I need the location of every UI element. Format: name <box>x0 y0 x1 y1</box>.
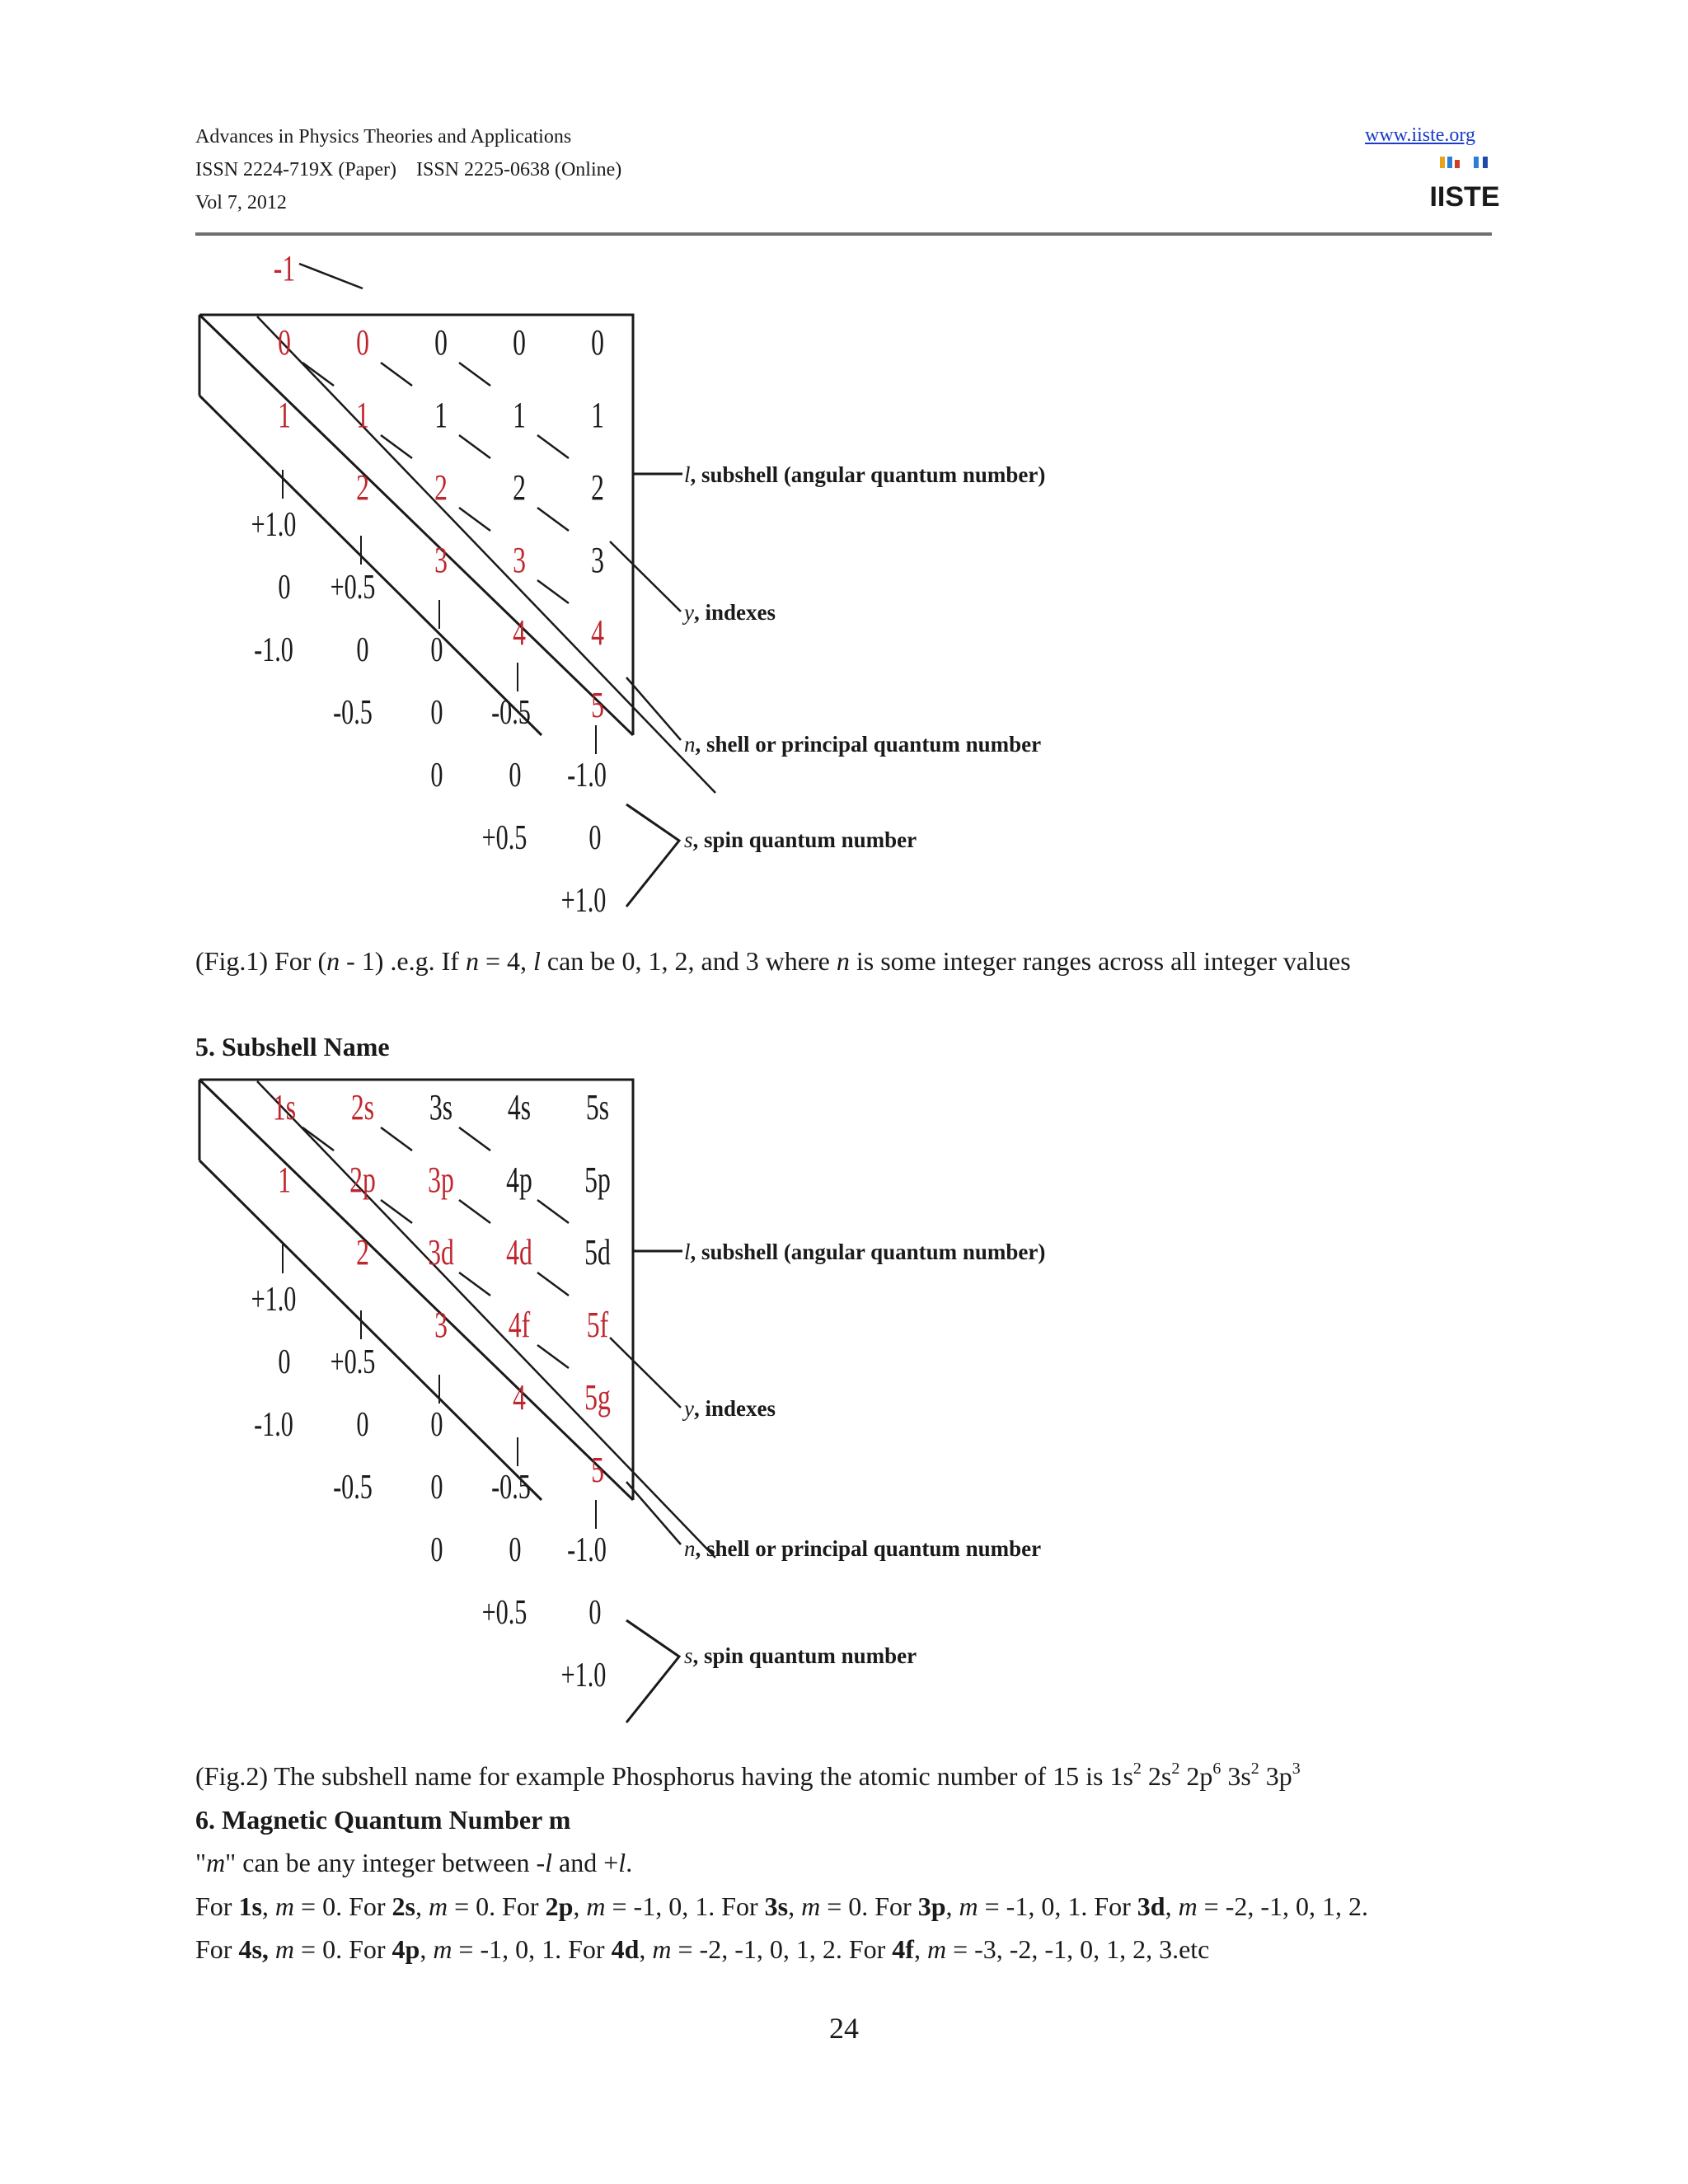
spin-value: 0 <box>430 630 443 669</box>
diagonal-edge-lower <box>199 1160 542 1500</box>
label-subshell: l, subshell (angular quantum number) <box>684 462 1046 487</box>
spin-value: -1.0 <box>567 1530 607 1569</box>
diagonal-tick <box>381 1200 412 1223</box>
diagonal-tick <box>459 363 490 386</box>
grid-value: 5 <box>591 1451 604 1491</box>
figure-2-caption: (Fig.2) The subshell name for example Phosphorus having the atomic number of 15 is $1s^2$ $2s^2$ $2p^6$ $3s^2$ $3p^3$ <box>195 1760 1301 1791</box>
spin-value: -0.5 <box>333 692 373 732</box>
spin-value: -0.5 <box>491 1467 531 1507</box>
grid-value: 1 <box>278 1160 291 1201</box>
label-shell: n, shell or principal quantum number <box>684 732 1042 757</box>
grid-value: 5f <box>586 1305 609 1346</box>
spin-value: 0 <box>509 1530 522 1569</box>
spin-value: +1.0 <box>560 1655 607 1694</box>
diagonal-edge-lower <box>199 396 542 735</box>
grid-value: 0 <box>278 323 291 363</box>
spin-value: 0 <box>356 630 369 669</box>
label-indexes: y, indexes <box>684 600 776 625</box>
grid-value: 1 <box>278 396 291 436</box>
magnetic-rule-line: "m" can be any integer between -l and +l. <box>195 1848 633 1877</box>
spin-value: 0 <box>430 1404 443 1444</box>
section-5-heading: 5. Subshell Name <box>195 1032 390 1062</box>
grid-value: 2 <box>513 468 526 509</box>
label-subshell: l, subshell (angular quantum number) <box>684 1240 1046 1264</box>
spin-value: +0.5 <box>481 818 528 857</box>
logo-text: IISTE <box>1429 181 1500 213</box>
diagonal-tick <box>381 435 412 458</box>
issn-line: ISSN 2224-719X (Paper) ISSN 2225-0638 (Online) <box>195 159 622 180</box>
spin-value: -1.0 <box>254 1404 293 1444</box>
spin-value: 0 <box>588 1592 602 1632</box>
diagonal-tick <box>537 1200 569 1223</box>
grid-value: 1s <box>272 1088 297 1128</box>
diagonal-tick <box>459 435 490 458</box>
magnetic-values-line-1: For 1s, m = 0. For 2s, m = 0. For 2p, m = -1, 0, 1. For 3s, m = 0. For 3p, m = -1, 0, 1. For 3d, m = -2, -1, 0, 1, 2. <box>195 1891 1369 1921</box>
grid-value: 4 <box>591 613 604 654</box>
s-chevron <box>626 804 679 907</box>
grid-value: 3 <box>434 1305 448 1346</box>
grid-value: 0 <box>434 323 448 363</box>
grid-value: 3p <box>428 1160 454 1201</box>
grid-value: 2p <box>349 1160 376 1201</box>
grid-value: 4p <box>506 1160 532 1201</box>
grid-value: 4f <box>508 1305 531 1346</box>
grid-value: 0 <box>591 323 604 363</box>
spin-value: +1.0 <box>560 880 607 920</box>
y-leader <box>610 1338 681 1408</box>
grid-value: 3 <box>513 541 526 581</box>
grid-value: 1 <box>591 396 604 436</box>
label-shell: n, shell or principal quantum number <box>684 1536 1042 1561</box>
diagonal-tick <box>459 508 490 531</box>
label-spin: s, spin quantum number <box>684 827 917 852</box>
journal-title: Advances in Physics Theories and Applications <box>195 126 572 148</box>
grid-value: 4 <box>513 613 526 654</box>
magnetic-values-line-2: For 4s, m = 0. For 4p, m = -1, 0, 1. For 4d, m = -2, -1, 0, 1, 2. For 4f, m = -3, -2, -1, 0, 1, 2, 3.etc <box>195 1934 1210 1964</box>
spin-value: 0 <box>430 1467 443 1507</box>
spin-value: 0 <box>430 755 443 794</box>
iiste-logo <box>1429 155 1500 213</box>
spin-value: 0 <box>430 692 443 732</box>
grid-value: 1 <box>513 396 526 436</box>
grid-value: 2s <box>350 1088 375 1128</box>
spin-value: 0 <box>430 1530 443 1569</box>
grid-value: 2 <box>434 468 448 509</box>
diagonal-guide-n <box>257 316 715 793</box>
spin-value: -0.5 <box>491 692 531 732</box>
spin-value: 0 <box>278 567 291 607</box>
diagonal-tick <box>459 1127 490 1151</box>
grid-value: 3s <box>429 1088 453 1128</box>
diagonal-tick <box>381 363 412 386</box>
spin-value: +1.0 <box>251 504 297 544</box>
grid-value: 3 <box>591 541 604 581</box>
diagonal-tick <box>537 435 569 458</box>
grid-value: 4s <box>507 1088 532 1128</box>
header-divider <box>195 232 1492 236</box>
grid-value: 4 <box>513 1378 526 1418</box>
grid-value: 0 <box>513 323 526 363</box>
diagonal-tick <box>537 580 569 603</box>
grid-value: 2 <box>356 468 369 509</box>
website-link[interactable]: www.iiste.org <box>1365 124 1475 146</box>
spin-value: 0 <box>278 1342 291 1381</box>
spin-value: -1.0 <box>254 630 293 669</box>
diagonal-tick <box>302 363 334 386</box>
spin-value: +1.0 <box>251 1279 297 1319</box>
grid-value: 0 <box>356 323 369 363</box>
grid-value: 3d <box>428 1233 454 1273</box>
page-number: 24 <box>829 2012 859 2045</box>
top-value: -1 <box>273 249 296 289</box>
y-leader <box>610 541 681 612</box>
spin-value: 0 <box>509 755 522 794</box>
spin-value: +0.5 <box>330 567 376 607</box>
figure-1-diagram <box>165 247 1154 931</box>
spin-value: +0.5 <box>481 1592 528 1632</box>
diagonal-tick <box>537 508 569 531</box>
section-6-heading: 6. Magnetic Quantum Number m <box>195 1805 571 1835</box>
grid-value: 2 <box>591 468 604 509</box>
grid-value: 5d <box>584 1233 611 1273</box>
diagonal-tick <box>537 1345 569 1368</box>
grid-value: 5 <box>591 686 604 726</box>
label-spin: s, spin quantum number <box>684 1643 917 1668</box>
diagonal-tick <box>537 1272 569 1296</box>
spin-value: 0 <box>356 1404 369 1444</box>
figure-2-diagram <box>165 1063 1154 1747</box>
label-indexes: y, indexes <box>684 1396 776 1421</box>
spin-value: +0.5 <box>330 1342 376 1381</box>
volume-line: Vol 7, 2012 <box>195 192 287 213</box>
grid-value: 5p <box>584 1160 611 1201</box>
grid-value: 4d <box>506 1233 532 1273</box>
grid-value: 5s <box>585 1088 610 1128</box>
top-connector <box>299 264 363 288</box>
grid-value: 5g <box>584 1378 611 1418</box>
diagonal-tick <box>459 1272 490 1296</box>
diagonal-tick <box>459 1200 490 1223</box>
grid-value: 1 <box>356 396 369 436</box>
diagonal-tick <box>381 1127 412 1151</box>
spin-value: -1.0 <box>567 755 607 794</box>
grid-value: 3 <box>434 541 448 581</box>
spin-value: 0 <box>588 818 602 857</box>
diagonal-guide-n <box>257 1081 715 1558</box>
s-chevron <box>626 1620 679 1722</box>
figure-1-caption: (Fig.1) For (n - 1) .e.g. If n = 4, l can be 0, 1, 2, and 3 where n is some integer ranges across all integer values <box>195 946 1351 976</box>
grid-value: 2 <box>356 1233 369 1273</box>
diagonal-tick <box>302 1127 334 1151</box>
grid-value: 1 <box>434 396 448 436</box>
spin-value: -0.5 <box>333 1467 373 1507</box>
